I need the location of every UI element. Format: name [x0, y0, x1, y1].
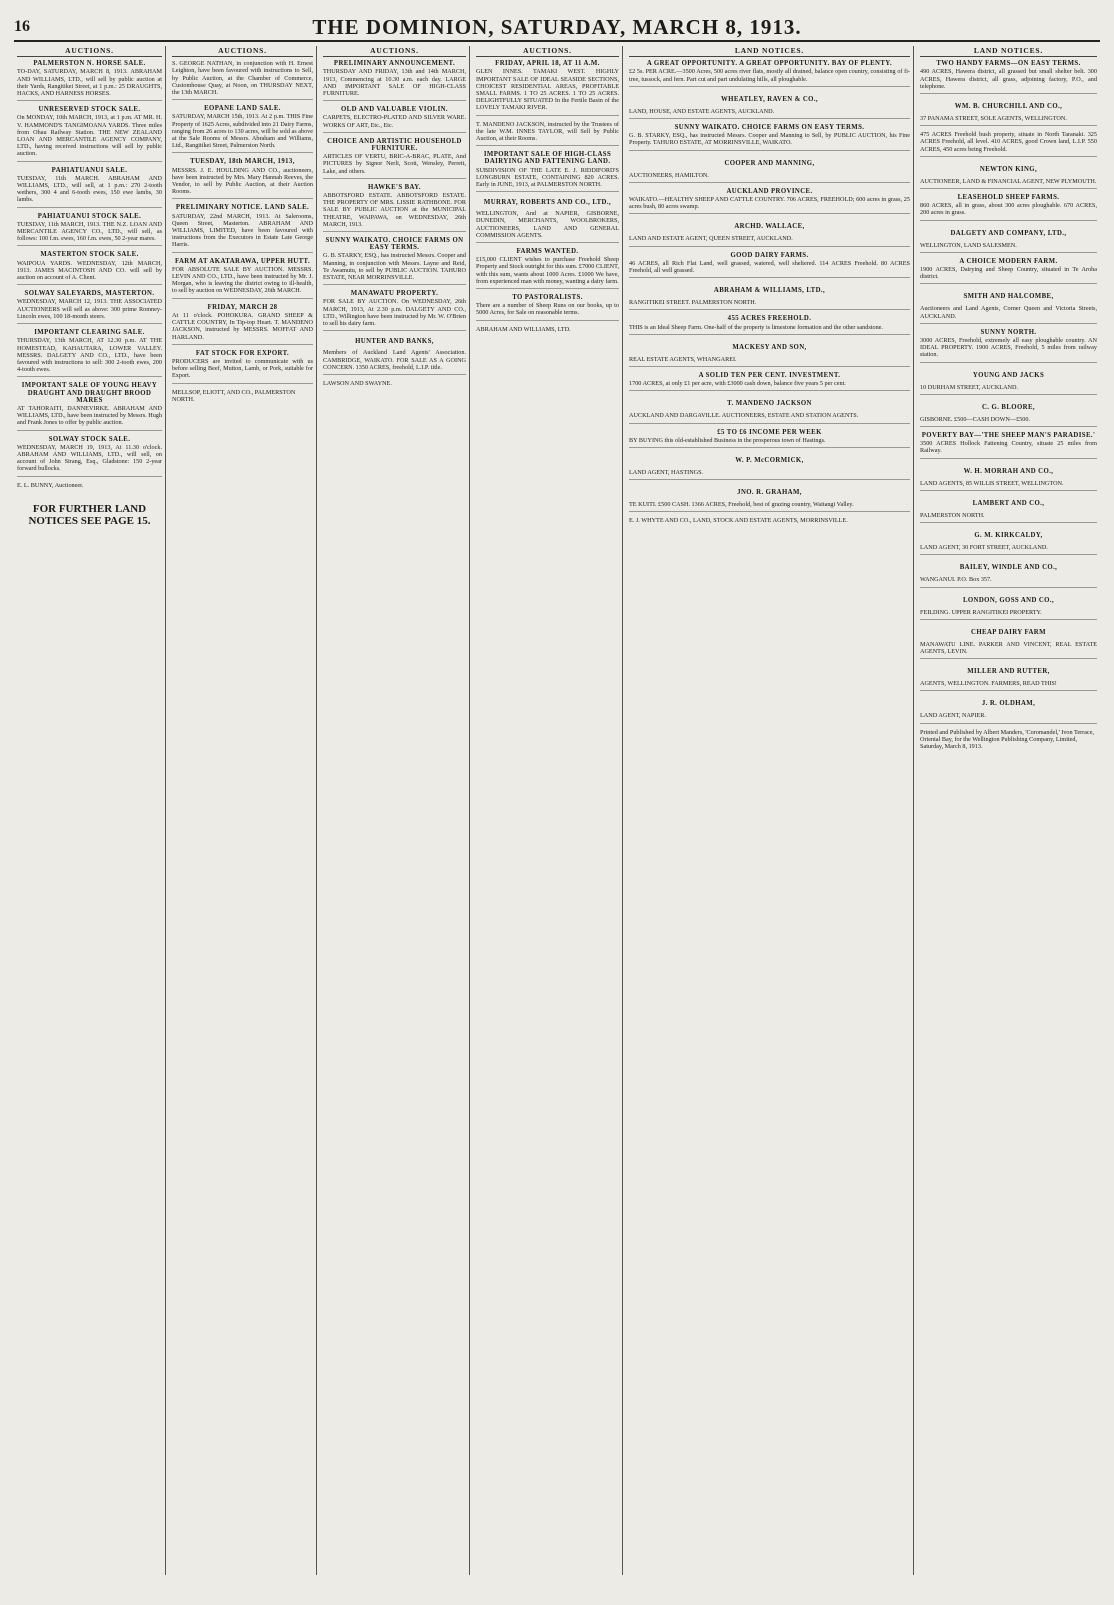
- column-signature: E. L. BUNNY, Auctioneer.: [17, 481, 84, 489]
- ad-body: FEILDING. UPPER RANGITIKEI PROPERTY.: [920, 608, 1042, 616]
- column-4: [473, 46, 623, 1575]
- ad-body: THURSDAY, 13th MARCH, AT 12.30 p.m. AT THE HOMESTEAD, KAHAUTARA, LOWER VALLEY. MESSRS. DALGETY AND CO., LTD., have been favoured with instructions to sell: 300 2-tooth ewes, 200 4-tooth ewes.: [17, 337, 162, 374]
- ad-body: There are a number of Sheep Runs on our books, up to 5000 Acres, for Sale on reasonable terms.: [476, 302, 619, 317]
- ad-body: 1700 ACRES, at only £1 per acre, with £3000 cash down, balance five years 5 per cent.: [629, 380, 846, 388]
- ad-heading: AUCKLAND PROVINCE.: [726, 187, 813, 195]
- ad-heading: W. P. McCORMICK,: [735, 457, 804, 465]
- advertisement: [629, 156, 910, 183]
- ad-body: G. B. STARKY, ESQ., has instructed Messrs. Cooper and Manning, in conjunction with Messrs. Layne and Reid, Te Awamutu, to sell by PUBLIC AUCTION. TAHURO ESTATE, NEAR MORRINSVILLE.: [323, 252, 466, 282]
- ad-body: 46 ACRES, all Rich Flat Land, well grassed, watered, well sheltered. 114 ACRES Freehold. 80 ACRES Freehold, all well grassed.: [629, 259, 910, 275]
- ad-heading: DALGETY AND COMPANY, LTD.,: [950, 229, 1067, 237]
- ad-heading: FRIDAY, APRIL 18, AT 11 A.M.: [495, 60, 600, 68]
- ad-heading: JNO. R. GRAHAM,: [737, 489, 802, 497]
- advertisement: [629, 92, 910, 119]
- ad-heading: SUNNY NORTH.: [980, 328, 1037, 336]
- advertisement: [629, 219, 910, 246]
- advertisement: [629, 283, 910, 310]
- advertisement: [323, 106, 466, 133]
- advertisement: [17, 382, 162, 430]
- advertisement: [920, 400, 1097, 427]
- advertisement: [920, 696, 1097, 723]
- ad-heading: G. M. KIRKCALDY,: [974, 532, 1043, 540]
- ad-body: MESSRS. J. E. HOULDING AND CO., auctioneers, have been instructed by Mrs. Mary Hannah Reeves, the Vendor, to sell by Public Auction, at their Auction Rooms.: [172, 166, 313, 196]
- advertisement: [17, 290, 162, 324]
- ad-body: LAND AGENTS, 85 WILLIS STREET, WELLINGTON.: [920, 479, 1064, 487]
- ad-body: THURSDAY AND FRIDAY, 13th and 14th MARCH, 1913, Commencing at 10.30 a.m. each day. LARGE AND IMPORTANT SALE OF HIGH-CLASS FURNITURE.: [323, 68, 466, 98]
- advertisement: [920, 289, 1097, 323]
- ad-body: 490 ACRES, Hawera district, all grassed but small shelter belt. 300 ACRES, Hawera district, all grass, adjoining factory, P.O., and telephone.: [920, 68, 1097, 90]
- advertisement: [476, 151, 619, 192]
- advertisement: [920, 258, 1097, 285]
- ad-body: Members of Auckland Land Agents' Association. CAMBRIDGE, WAIKATO. FOR SALE AS A GOING CONCERN. 1350 ACRES, freehold, L.I.P. title.: [323, 349, 466, 371]
- ad-body: 37 PANAMA STREET, SOLE AGENTS, WELLINGTON.: [920, 115, 1067, 123]
- ad-body: 3000 ACRES, Freehold, extremely all easy ploughable country. AN IDEAL PROPERTY. 1900 ACRES, Freehold, 5 miles from railway station.: [920, 337, 1097, 359]
- ad-heading: C. G. BLOORE,: [982, 403, 1035, 411]
- advertisement: [920, 368, 1097, 395]
- ad-body: SATURDAY, 22nd MARCH, 1913. At Salerooms, Queen Street, Masterton. ABRAHAM AND WILLIAMS, LIMITED, have been favoured with instructions from the Executors in Estate Late George Harris.: [172, 212, 313, 249]
- ad-body: WAIPOUA YARDS. WEDNESDAY, 12th MARCH, 1913. JAMES MACINTOSH AND CO. will sell by auction on account of A. Client.: [17, 259, 162, 282]
- advertisement: [920, 131, 1097, 157]
- advertisement: [629, 124, 910, 151]
- ad-body: WANGANUI. P.O. Box 357.: [920, 576, 992, 584]
- ad-body: ARTICLES OF VERTU, BRIC-A-BRAC, PLATE, And PICTURES by Signor Nerli, Scott, Wensley, Perrett, Lake, and others.: [323, 153, 466, 175]
- advertisement: [920, 329, 1097, 363]
- ad-heading: 455 ACRES FREEHOLD.: [727, 315, 812, 323]
- ad-heading: HUNTER AND BANKS,: [355, 338, 434, 346]
- ad-heading: GOOD DAIRY FARMS.: [730, 251, 809, 259]
- column-signature: E. J. WHYTE AND CO., LAND, STOCK AND ESTATE AGENTS, MORRINSVILLE.: [629, 517, 848, 525]
- ad-body: REAL ESTATE AGENTS, WHANGAREI.: [629, 355, 737, 363]
- ad-body: At 11 o'clock. POHOKURA. GRAND SHEEP & CATTLE COUNTRY, In Tip-top Heart. T. MANDENO JACKSON, instructed by MESSRS. MOFFAT AND HARLAND.: [172, 311, 313, 341]
- ad-body: WEDNESDAY, MARCH 19, 1913, At 11.30 o'clock. ABRAHAM AND WILLIAMS, LTD., will sell, on account of John Strang, Esq., Gladstone: 150 2-year forward bullocks.: [17, 443, 162, 473]
- advertisement: [920, 664, 1097, 691]
- ad-heading: WM. B. CHURCHILL AND CO.,: [954, 103, 1063, 111]
- ad-heading: W. H. MORRAH AND CO.,: [963, 467, 1054, 475]
- advertisement: [629, 485, 910, 512]
- ad-heading: CHOICE AND ARTISTIC HOUSEHOLD FURNITURE.: [327, 137, 462, 153]
- advertisement: [172, 105, 313, 153]
- ad-body: TUESDAY, 11th MARCH, 1913. THE N.Z. LOAN AND MERCANTILE AGENCY CO., LTD., will sell, as follows: 100 f.m. ewes, 160 f.m. ewes, 50 2-year mares.: [17, 220, 162, 243]
- column-2: [169, 46, 317, 1575]
- advertisement: [172, 258, 313, 299]
- advertisement: [172, 60, 313, 100]
- ad-heading: HAWKE'S BAY.: [367, 183, 422, 191]
- ad-heading: MASTERTON STOCK SALE.: [40, 251, 139, 259]
- advertisement: [920, 528, 1097, 555]
- ad-heading: FAT STOCK FOR EXPORT.: [195, 349, 290, 357]
- ad-body: RANGITIKEI STREET. PALMERSTON NORTH.: [629, 299, 757, 307]
- column-header: AUCTIONS.: [172, 46, 313, 57]
- advertisement: [920, 226, 1097, 253]
- ad-body: AUCTIONEERS, HAMILTON.: [629, 171, 709, 179]
- ad-heading: IMPORTANT SALE OF HIGH-CLASS DAIRYING AND FATTENING LAND.: [483, 151, 612, 166]
- ad-heading: T. MANDENO JACKSON: [727, 400, 812, 408]
- ad-body: 10 DURHAM STREET, AUCKLAND.: [920, 383, 1019, 391]
- column-signature: ABRAHAM AND WILLIAMS, LTD.: [476, 325, 571, 333]
- ad-heading: SUNNY WAIKATO. CHOICE FARMS ON EASY TERMS.: [325, 237, 464, 252]
- ad-heading: LEASEHOLD SHEEP FARMS.: [957, 194, 1060, 202]
- ad-body: SUBDIVISION OF THE LATE E. J. RIDDIFORD'S LONGBURN ESTATE, CONTAINING 820 ACRES. Early in JUNE, 1913, at PALMERSTON NORTH.: [476, 166, 619, 189]
- page-title: THE DOMINION, SATURDAY, MARCH 8, 1913.: [312, 14, 802, 39]
- ad-heading: A CHOICE MODERN FARM.: [959, 257, 1058, 265]
- ad-body: T. MANDENO JACKSON, instructed by the Trustees of the late W.M. INNES TAYLOR, will Sell by Public Auction, at their Rooms.: [476, 120, 619, 143]
- advertisement: [629, 340, 910, 367]
- column-5: [626, 46, 914, 1575]
- ad-heading: YOUNG AND JACKS: [972, 371, 1045, 379]
- ad-heading: FARM AT AKATARAWA, UPPER HUTT.: [174, 257, 311, 265]
- advertisement: [920, 194, 1097, 221]
- ad-heading: PRELIMINARY NOTICE. LAND SALE.: [175, 204, 310, 212]
- ad-heading: PALMERSTON N. HORSE SALE.: [33, 60, 146, 68]
- ad-body: MANAWATU LINE. PARKER AND VINCENT, REAL ESTATE AGENTS, LEVIN.: [920, 640, 1097, 655]
- ad-heading: A SOLID TEN PER CENT. INVESTMENT.: [698, 372, 841, 380]
- masthead: [14, 14, 1100, 42]
- ad-body: £15,000 CLIENT wishes to purchase Freehold Sheep Property and Stock outright for this sum. £7000 CLIENT, with this sum, wants about 1000 Acres. £1000 We have, from experienced man with money, wanting a dairy farm.: [476, 256, 619, 285]
- advertisement: [172, 158, 313, 199]
- advertisement: [17, 329, 162, 377]
- advertisement: [920, 464, 1097, 491]
- ad-heading: PAHIATUANUI SALE.: [51, 166, 128, 174]
- advertisement: [172, 304, 313, 345]
- ad-body: FOR SALE BY AUCTION. On WEDNESDAY, 26th MARCH, 1913, At 2.30 p.m. DALGETY AND CO., LTD., Willington have been instructed by Mr. W. O'Brien to sell his dairy farm.: [323, 298, 466, 328]
- advertisement: [172, 350, 313, 384]
- ad-body: WELLINGTON, And at NAPIER, GISBORNE, DUNEDIN, MERCHANTS, WOOLBROKERS, AUCTIONEERS, LAND AND GENERAL COMMISSION AGENTS.: [476, 210, 619, 239]
- ad-body: LAND AND ESTATE AGENT, QUEEN STREET, AUCKLAND.: [629, 235, 793, 243]
- advertisement: [476, 197, 619, 243]
- ad-body: THIS is an Ideal Sheep Farm. One-half of the property is limestone formation and the other sandstone.: [629, 323, 883, 331]
- ad-heading: WHEATLEY, RAVEN & CO.,: [720, 95, 819, 103]
- advertisement: [920, 99, 1097, 126]
- ad-heading: SOLWAY STOCK SALE.: [48, 435, 131, 443]
- column-signature: MELLSOP, ELIOTT, AND CO., PALMERSTON NORTH.: [172, 388, 296, 403]
- ad-heading: POVERTY BAY—'THE SHEEP MAN'S PARADISE.': [921, 432, 1096, 440]
- column-header: LAND NOTICES.: [629, 46, 910, 57]
- ad-heading: NEWTON KING,: [979, 165, 1038, 173]
- column-header: LAND NOTICES.: [920, 46, 1097, 57]
- ad-heading: SMITH AND HALCOMBE,: [963, 293, 1054, 301]
- ad-body: AUCKLAND AND DARGAVILLE. AUCTIONEERS, ESTATE AND STATION AGENTS.: [629, 412, 859, 420]
- column-header: AUCTIONS.: [476, 46, 619, 57]
- ad-heading: J. R. OLDHAM,: [981, 700, 1036, 708]
- ad-body: PRODUCERS are invited to communicate with us before selling Beef, Mutton, Lamb, or Pork, suitable for Export.: [172, 357, 313, 380]
- ad-heading: FARMS WANTED.: [516, 248, 579, 256]
- ad-body: On MONDAY, 10th MARCH, 1913, at 1 p.m. AT MR. H. V. HAMMOND'S TANGIMOANA YARDS. Three miles from Ohau Railway Station. THE NEW ZEALAND LOAN AND MERCANTILE AGENCY COMPANY, LTD., having received instructions will sell by public auction.: [17, 114, 162, 158]
- ad-body: WEDNESDAY, MARCH 12, 1913. THE ASSOCIATED AUCTIONEERS will sell as above: 300 prime Romney-Lincoln ewes, 100 18-month steers.: [17, 298, 162, 320]
- advertisement: [629, 429, 910, 448]
- advertisement: [920, 593, 1097, 620]
- advertisement: [920, 60, 1097, 94]
- advertisement: [629, 252, 910, 279]
- ad-heading: SOLWAY SALEYARDS, MASTERTON.: [24, 290, 155, 298]
- further-notices: FOR FURTHER LAND NOTICES SEE PAGE 15.: [28, 502, 151, 527]
- advertisement: [17, 213, 162, 247]
- ad-heading: CHEAP DAIRY FARM: [971, 628, 1046, 636]
- ad-heading: EOPANE LAND SALE.: [204, 105, 281, 113]
- advertisement: [17, 60, 162, 101]
- advertisement: [629, 396, 910, 423]
- ad-body: GISBORNE. £500—CASH DOWN—£500.: [920, 415, 1031, 423]
- ad-heading: TO PASTORALISTS.: [512, 294, 583, 302]
- advertisement: [920, 560, 1097, 587]
- advertisement: [476, 294, 619, 321]
- advertisement: [17, 167, 162, 208]
- ad-body: S. GEORGE NATHAN, in conjunction with H. Ernest Leighton, have been favoured with instructions to Sell, by Public Auction, at the Chamber of Commerce, Customhouse Quay, at Noon, on THURSDAY NEXT, the 13th MARCH.: [172, 60, 313, 97]
- ad-body: 860 ACRES, all in grass, about 300 acres ploughable. 670 ACRES, 200 acres in grass.: [920, 202, 1097, 217]
- advertisement: [323, 184, 466, 232]
- advertisement: [476, 60, 619, 115]
- advertisement: [920, 432, 1097, 459]
- ad-body: 475 ACRES Freehold bush property, situate in North Taranaki. 325 ACRES Freehold, all level. 410 ACRES, good Crown land, L.I.P. 550 ACRES, 450 acres being Freehold.: [920, 131, 1097, 153]
- ad-body: TO-DAY, SATURDAY, MARCH 8, 1913. ABRAHAM AND WILLIAMS, LTD., will sell by public auction at their Yards, Rangitikei Street, at 1 p.m.: 25 DRAUGHTS, HACKS, AND HARNESS HORSES.: [17, 68, 162, 98]
- ad-heading: TWO HANDY FARMS—ON EASY TERMS.: [936, 60, 1081, 68]
- advertisement: [323, 138, 466, 179]
- advertisement: [629, 60, 910, 87]
- ad-body: SATURDAY, MARCH 15th, 1913. At 2 p.m. THIS Fine Property of 1625 Acres, subdivided into 21 Dairy Farms, ranging from 26 acres to 130 acres, will be sold as above at the Sale Rooms of Messrs. Abraham and Williams, Ltd., Rangitikei Street, Palmerston North.: [172, 113, 313, 150]
- column-1: [14, 46, 166, 1575]
- ad-heading: TUESDAY, 18th MARCH, 1913,: [190, 158, 295, 166]
- columns: [14, 46, 1100, 1575]
- ad-heading: PRELIMINARY ANNOUNCEMENT.: [333, 60, 456, 68]
- ad-heading: £5 TO £6 INCOME PER WEEK: [717, 428, 822, 436]
- ad-body: LAND AGENT, 30 FORT STREET, AUCKLAND.: [920, 544, 1048, 552]
- advertisement: [476, 121, 619, 147]
- ad-heading: MILLER AND RUTTER,: [967, 668, 1050, 676]
- ad-body: GLEN INNES. TAMAKI WEST. HIGHLY IMPORTANT SALE OF IDEAL SEASIDE SECTIONS, CHOICEST RESIDENTIAL AREAS, PROFITABLE SMALL FARMS. 1 TO 25 ACRES. 1 TO 25 ACRES. DELIGHTFULLY SITUATED In the Fertile Basin of the LOVELY TAMAKI RIVER.: [476, 68, 619, 112]
- ad-body: FOR ABSOLUTE SALE BY AUCTION. MESSRS. LEVIN AND CO., LTD., have been instructed by Mr. J. Morgan, who is leaving the district owing to ill-health, to sell by auction on WEDNESDAY, 26th MARCH.: [172, 265, 313, 295]
- advertisement: [629, 188, 910, 215]
- ad-heading: MURRAY, ROBERTS AND CO., LTD.,: [483, 199, 612, 207]
- ad-body: AUCTIONEER, LAND & FINANCIAL AGENT, NEW PLYMOUTH.: [920, 177, 1097, 185]
- advertisement: [629, 315, 910, 334]
- ad-heading: SUNNY WAIKATO. CHOICE FARMS ON EASY TERMS.: [674, 124, 865, 132]
- advertisement: [323, 290, 466, 331]
- ad-body: £2 5s. PER ACRE.—3500 Acres, 500 acres river flats, mostly all drained, balance open country, consisting of fi-tree, tussock, and fern. Part cut and part undulating hills, all ploughable.: [629, 68, 910, 83]
- ad-heading: LAMBERT AND CO.,: [972, 499, 1045, 507]
- ad-body: PALMERSTON NORTH.: [920, 511, 985, 519]
- ad-heading: ARCHD. WALLACE,: [734, 223, 805, 231]
- advertisement: [17, 436, 162, 477]
- ad-heading: OLD AND VALUABLE VIOLIN.: [340, 106, 449, 114]
- ad-body: LAND AGENT, NAPIER.: [920, 712, 986, 720]
- ad-body: 3500 ACRES Hollock Fattening Country, situate 25 miles from Railway.: [920, 440, 1097, 455]
- advertisement: [323, 237, 466, 285]
- ad-heading: IMPORTANT SALE OF YOUNG HEAVY DRAUGHT AND DRAUGHT BROOD MARES: [21, 382, 158, 404]
- ad-body: TUESDAY, 11th MARCH. ABRAHAM AND WILLIAMS, LTD., will sell, at 1 p.m.: 270 2-tooth wethers, 300 4 and 6-tooth ewes, 150 ewe lambs, 30 lambs.: [17, 174, 162, 204]
- advertisement: [17, 106, 162, 161]
- ad-body: WAIKATO.—HEALTHY SHEEP AND CATTLE COUNTRY. 706 ACRES, FREEHOLD; 600 acres in grass, 25 acres bush, 80 acres swamp.: [629, 196, 910, 211]
- column-signature: LAWSON AND SWAYNE.: [323, 379, 392, 387]
- ad-body: LAND, HOUSE, AND ESTATE AGENTS, AUCKLAND.: [629, 107, 775, 115]
- ad-heading: MANAWATU PROPERTY.: [350, 290, 439, 298]
- ad-heading: MACKESY AND SON,: [732, 343, 807, 351]
- column-signature: Printed and Published by Albert Manders, 'Coromandel,' Ivon Terrace, Oriental Bay, for the Wellington Publishing Company, Limited, Saturday, March 8, 1913.: [920, 728, 1095, 750]
- ad-body: BY BUYING this old-established Business in the prosperous town of Hastings.: [629, 436, 826, 444]
- ad-heading: LONDON, GOSS AND CO.,: [962, 596, 1055, 604]
- ad-heading: BAILEY, WINDLE AND CO.,: [959, 564, 1058, 572]
- ad-heading: ABRAHAM & WILLIAMS, LTD.,: [713, 287, 826, 295]
- column-header: AUCTIONS.: [323, 46, 466, 57]
- column-3: [320, 46, 470, 1575]
- advertisement: [17, 251, 162, 285]
- ad-heading: UNRESERVED STOCK SALE.: [38, 106, 141, 114]
- advertisement: [172, 204, 313, 252]
- ad-body: 1900 ACRES, Dairying and Sheep Country, situated in Te Aroha district.: [920, 266, 1097, 281]
- ad-body: CARPETS, ELECTRO-PLATED AND SILVER WARE. WORKS OF ART, Etc., Etc.: [323, 114, 466, 129]
- advertisement: [323, 60, 466, 101]
- page-number: 16: [14, 18, 30, 35]
- ad-heading: A GREAT OPPORTUNITY. A GREAT OPPORTUNITY. BAY OF PLENTY.: [646, 60, 893, 68]
- advertisement: [629, 372, 910, 391]
- advertisement: [476, 248, 619, 289]
- ad-heading: PAHIATUANUI STOCK SALE.: [37, 212, 142, 220]
- advertisement: [920, 625, 1097, 659]
- advertisement: [920, 496, 1097, 523]
- ad-heading: COOPER AND MANNING,: [724, 159, 815, 167]
- ad-body: AGENTS, WELLINGTON. FARMERS, READ THIS!: [920, 680, 1057, 688]
- ad-body: LAND AGENT, HASTINGS.: [629, 469, 704, 477]
- column-6: [917, 46, 1100, 1575]
- ad-body: Auctioneers and Land Agents, Corner Queen and Victoria Streets, AUCKLAND.: [920, 305, 1097, 320]
- advertisement: [920, 162, 1097, 189]
- ad-heading: FRIDAY, MARCH 28: [207, 303, 278, 311]
- ad-body: WELLINGTON, LAND SALESMEN.: [920, 241, 1017, 249]
- ad-body: G. B. STARKY, ESQ., has instructed Messrs. Cooper and Manning to Sell, by PUBLIC AUCTION, his Fine Property. TAHURO ESTATE, AT MORRINSVILLE, WAIKATO.: [629, 132, 910, 147]
- advertisement: [323, 336, 466, 375]
- column-header: AUCTIONS.: [17, 46, 162, 57]
- ad-body: AT TAHORAITI, DANNEVIRKE. ABRAHAM AND WILLIAMS, LTD., have been instructed by Messrs. Hugh and Frank Jones to offer by public auction.: [17, 404, 162, 427]
- ad-body: ABBOTSFORD ESTATE. ABBOTSFORD ESTATE. THE PROPERTY OF MRS. LISSIE RATHBONE. FOR SALE BY PUBLIC AUCTION at the MUNICIPAL THEATRE, WAIPAWA, on WEDNESDAY, 26th MARCH, 1913.: [323, 192, 466, 228]
- advertisement: [629, 453, 910, 480]
- ad-body: TE KUITI. £500 CASH. 1366 ACRES, Freehold, best of grazing country, Waitangi Valley.: [629, 501, 854, 509]
- ad-heading: IMPORTANT CLEARING SALE.: [34, 329, 145, 337]
